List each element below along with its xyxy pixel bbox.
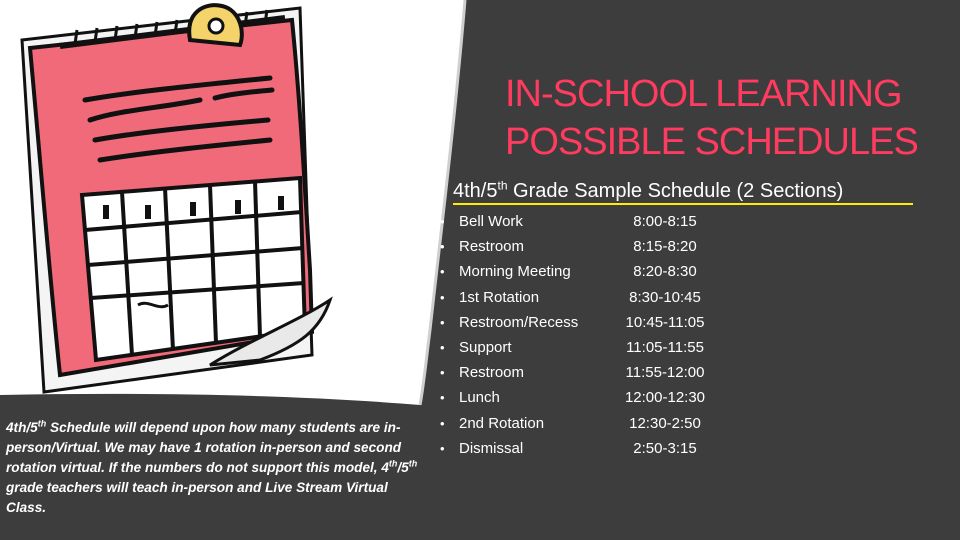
bullet: •: [440, 239, 445, 255]
schedule-time: 12:30-2:50: [629, 414, 701, 432]
list-item: [440, 234, 740, 259]
schedule-item: Lunch: [459, 389, 500, 407]
bullet: •: [440, 264, 445, 280]
schedule-item: Restroom/Recess: [459, 313, 579, 331]
note-text: 4th/5: [6, 420, 38, 435]
schedule-time: 8:30-10:45: [629, 288, 701, 306]
note-superscript: th: [388, 458, 398, 469]
list-item: [440, 436, 740, 461]
calendar-icon: [0, 0, 470, 420]
schedule-time: 8:00-8:15: [633, 213, 697, 230]
bullet: •: [440, 214, 445, 229]
list-item: [440, 411, 740, 436]
bullet: •: [440, 390, 445, 406]
bullet: •: [440, 314, 445, 330]
schedule-note: [6, 418, 426, 518]
schedule-time: 8:20-8:30: [633, 263, 697, 281]
schedule-item: Restroom: [459, 364, 525, 382]
schedule-time: 12:00-12:30: [624, 389, 706, 407]
list-item: [440, 360, 740, 385]
note-text: Schedule will depend upon how many students are in-person/Virtual. We may have 1 rotation in-person and second rotation virtual. If the numbers do not support this model, 4: [6, 420, 402, 475]
note-superscript: th: [37, 418, 47, 429]
list-item: [440, 259, 740, 284]
schedule-time: 10:45-11:05: [625, 313, 705, 331]
schedule-time: 8:15-8:20: [633, 238, 697, 256]
schedule-item: Restroom: [459, 238, 525, 256]
list-item: [440, 310, 740, 335]
schedule-item: Dismissal: [459, 439, 524, 457]
schedule-item: Morning Meeting: [459, 263, 571, 281]
schedule-item: Support: [459, 338, 512, 356]
list-item: [440, 285, 740, 310]
slide-title: [505, 70, 945, 166]
schedule-list: [440, 209, 740, 461]
list-item: [440, 209, 740, 234]
list-item: [440, 385, 740, 410]
bullet: •: [440, 415, 445, 431]
note-text: grade teachers will teach in-person and Live Stream Virtual Class.: [6, 480, 388, 515]
title-line-1: IN-SCHOOL LEARNING: [505, 73, 902, 115]
title-line-2: POSSIBLE SCHEDULES: [505, 121, 918, 163]
schedule-time: 2:50-3:15: [633, 439, 697, 457]
schedule-time: 11:05-11:55: [626, 338, 704, 356]
bullet: •: [440, 339, 445, 355]
list-item: [440, 335, 740, 360]
schedule-item: Bell Work: [459, 213, 523, 230]
bullet: •: [440, 440, 445, 456]
subtitle-superscript: th: [497, 178, 508, 193]
subtitle-text-rest: Grade Sample Schedule (2 Sections): [507, 180, 844, 202]
schedule-item: 2nd Rotation: [459, 414, 545, 432]
note-text: /5: [397, 460, 409, 475]
schedule-time: 11:55-12:00: [625, 364, 705, 382]
schedule-item: 1st Rotation: [459, 288, 540, 306]
note-superscript: th: [408, 458, 418, 469]
bullet: •: [440, 289, 445, 305]
schedule-subtitle: [453, 178, 923, 204]
subtitle-text: 4th/5: [453, 180, 498, 202]
subtitle-underline: [453, 203, 913, 205]
bullet: •: [440, 365, 445, 381]
